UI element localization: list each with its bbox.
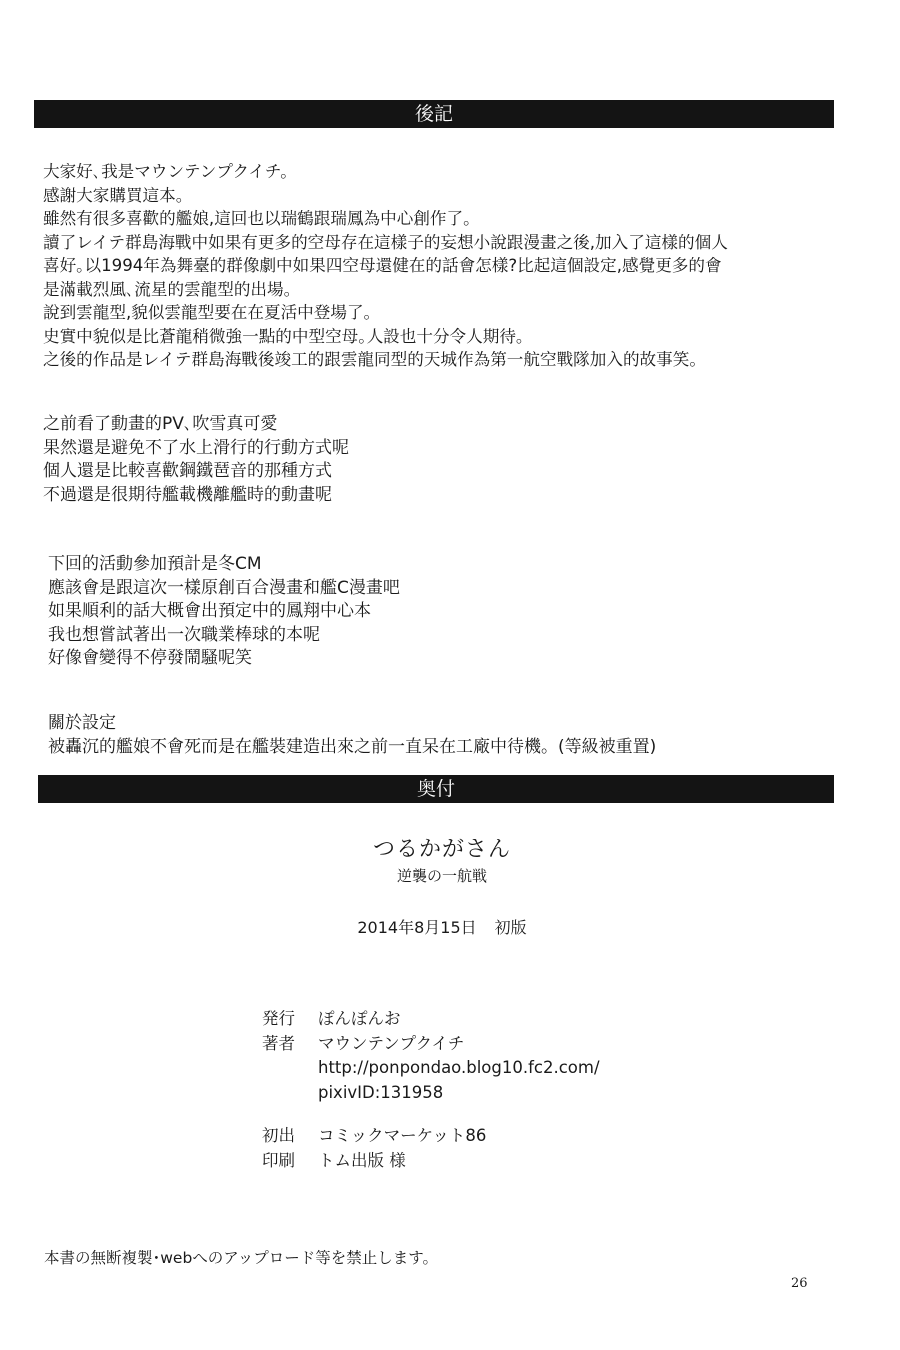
printer-row xyxy=(262,1149,486,1174)
afterword-setting-paragraph xyxy=(48,712,656,759)
text-line: 是滿載烈風､流星的雲龍型的出場。 xyxy=(43,279,301,299)
text-line: 好像會變得不停發鬧騷呢笑 xyxy=(48,648,252,668)
text-line: 喜好｡以1994年為舞臺的群像劇中如果四空母還健在的話會怎樣?比起這個設定,感覺更多的會 xyxy=(43,256,722,275)
text-line: 果然還是避免不了水上滑行的行動方式呢 xyxy=(43,437,349,458)
text-line: 雖然有很多喜歡的艦娘,這回也以瑞鶴跟瑞鳳為中心創作了。 xyxy=(43,209,480,228)
text-line: 如果順利的話大概會出預定中的鳳翔中心本 xyxy=(48,601,371,621)
publisher-row xyxy=(262,1007,600,1032)
text-line: 我也想嘗試著出一次職業棒球的本呢 xyxy=(48,624,320,645)
text-line: 說到雲龍型,貌似雲龍型要在在夏活中登場了。 xyxy=(43,303,381,322)
text-line: 應該會是跟這次一樣原創百合漫畫和艦C漫畫吧 xyxy=(48,577,400,598)
book-title: つるかがさん xyxy=(372,837,511,862)
text-line: 之後的作品是レイテ群島海戰後竣工的跟雲龍同型的天城作為第一航空戰隊加入的故事笑。 xyxy=(43,350,706,369)
text-line: 不過還是很期待艦載機離艦時的動畫呢 xyxy=(43,484,332,505)
url-row xyxy=(262,1056,600,1081)
book-subtitle: 逆襲の一航戦 xyxy=(396,867,487,885)
text-line: 之前看了動畫的PV､吹雪真可愛 xyxy=(43,414,278,434)
author-row xyxy=(262,1032,600,1057)
blog-url: http://ponpondao.blog10.fc2.com/ xyxy=(318,1058,600,1077)
publish-date: 2014年8月15日 xyxy=(357,918,477,937)
colophon-heading-bar xyxy=(38,775,834,803)
edition-line xyxy=(0,915,884,938)
publisher-value: ぽんぽんお xyxy=(318,1009,401,1028)
text-line: 大家好､我是マウンテンプクイチ。 xyxy=(43,162,297,181)
text-line: 讀了レイテ群島海戰中如果有更多的空母存在這樣子的妄想小說跟漫畫之後,加入了這樣的個人 xyxy=(43,232,728,252)
copyright-disclaimer: 本書の無断複製･webへのアップロード等を禁止します。 xyxy=(44,1249,438,1267)
afterword-anime-paragraph xyxy=(43,413,349,507)
text-line: 個人還是比較喜歡鋼鐵琶音的那種方式 xyxy=(43,461,332,481)
afterword-main-paragraph xyxy=(43,160,728,372)
debut-value: コミックマーケット86 xyxy=(318,1126,487,1145)
text-line: 關於設定 xyxy=(48,713,116,733)
afterword-next-event-paragraph xyxy=(48,553,400,671)
printer-label: 印刷 xyxy=(262,1150,295,1170)
text-line: 下回的活動參加預計是冬CM xyxy=(48,554,262,574)
publisher-label: 発行 xyxy=(262,1009,295,1028)
edition-label: 初版 xyxy=(494,918,527,937)
page-number: 26 xyxy=(791,1276,808,1291)
debut-row xyxy=(262,1124,486,1149)
pixiv-id: pixivID:131958 xyxy=(318,1082,444,1102)
afterword-heading-bar xyxy=(34,100,834,128)
afterword-heading: 後記 xyxy=(414,103,453,125)
print-credits-block xyxy=(262,1124,486,1173)
colophon-heading: 奥付 xyxy=(416,778,455,800)
pixiv-row xyxy=(262,1081,600,1106)
credits-block xyxy=(262,1007,600,1105)
text-line: 感謝大家購買這本。 xyxy=(43,185,193,205)
text-line: 史實中貌似是比蒼龍稍微強一點的中型空母｡人設也十分令人期待。 xyxy=(43,326,533,346)
printer-value: トム出版 様 xyxy=(318,1150,406,1170)
author-label: 著者 xyxy=(262,1033,295,1053)
debut-label: 初出 xyxy=(262,1126,295,1145)
text-line: 被轟沉的艦娘不會死而是在艦裝建造出來之前一直呆在工廠中待機。(等級被重置) xyxy=(48,736,657,757)
author-value: マウンテンプクイチ xyxy=(318,1033,465,1053)
